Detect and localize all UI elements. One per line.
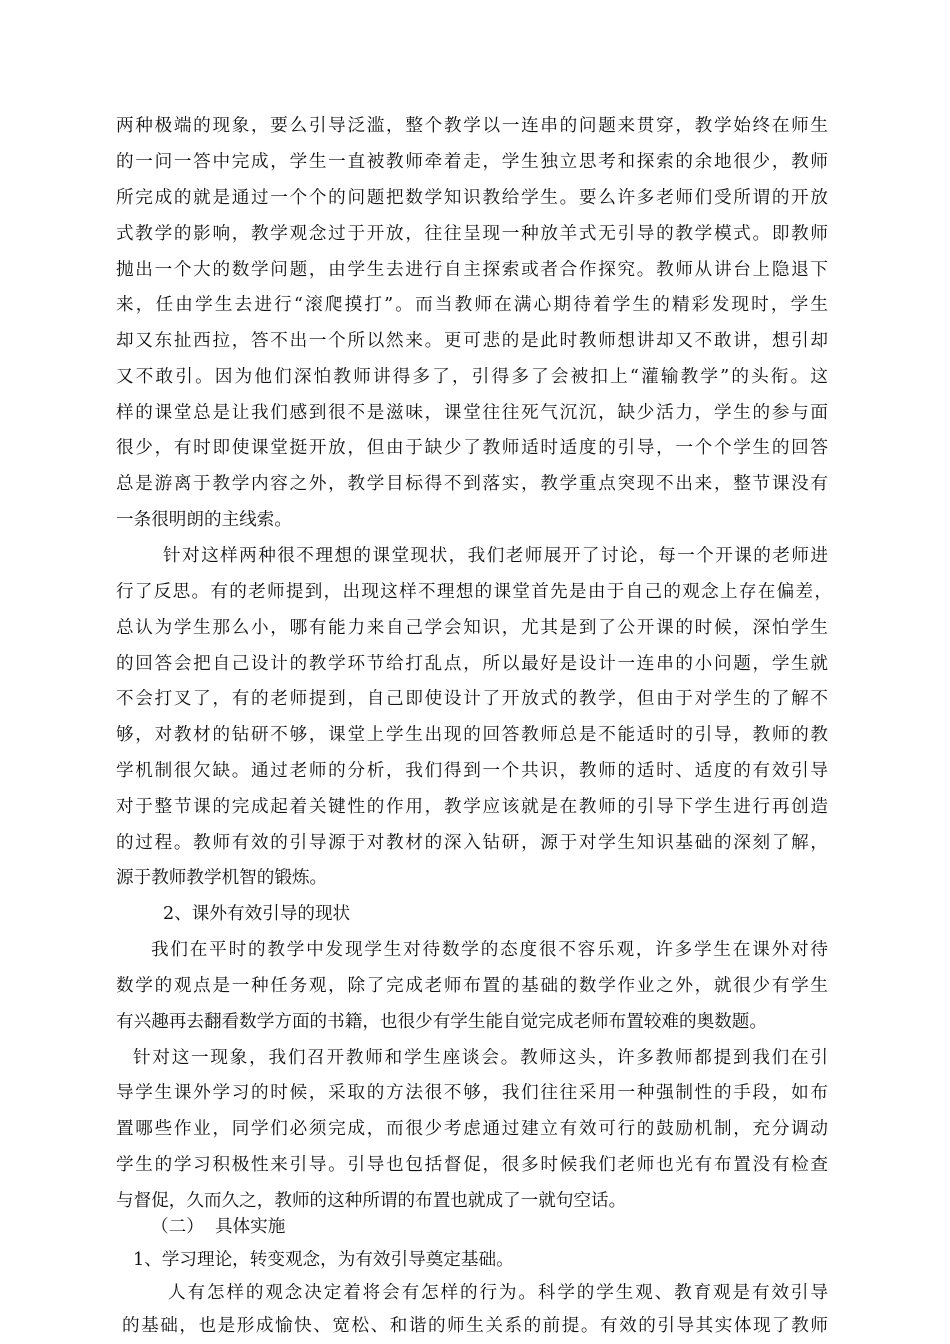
text-line: 行了反思。有的老师提到，出现这样不理想的课堂首先是由于自己的观念上存在偏差， (116, 582, 832, 602)
text-line: 所完成的就是通过一个个的问题把数学知识教给学生。要么许多老师们受所谓的开放 (116, 188, 828, 208)
text-line: 式教学的影响，教学观念过于开放，往往呈现一种放羊式无引导的教学模式。即教师 (116, 224, 828, 244)
text-line: 来，任由学生去进行“滚爬摸打”。而当教师在满心期待着学生的精彩发现时，学生 (116, 295, 828, 315)
section-heading: （二） 具体实施 (151, 1217, 286, 1237)
text-line: 很少，有时即使课堂挺开放，但由于缺少了教师适时适度的引导，一个个学生的回答 (116, 438, 828, 458)
text-line: 针对这样两种很不理想的课堂现状，我们老师展开了讨论，每一个开课的老师进 (163, 546, 828, 566)
text-line: 对于整节课的完成起着关键性的作用，教学应该就是在教师的引导下学生进行再创造 (116, 797, 828, 817)
subsection-heading: 1、学习理论，转变观念，为有效引导奠定基础。 (133, 1250, 514, 1270)
text-line: 与督促，久而久之，教师的这种所谓的布置也就成了一就句空话。 (116, 1191, 627, 1211)
text-line: 总认为学生那么小，哪有能力来自己学会知识，尤其是到了公开课的时候，深怕学生 (116, 618, 828, 638)
text-line: 置哪些作业，同学们必须完成，而很少考虑通过建立有效可行的鼓励机制，充分调动 (116, 1119, 828, 1139)
text-line: 学生的学习积极性来引导。引导也包括督促，很多时候我们老师也光有布置没有检查 (116, 1155, 828, 1175)
text-line: 总是游离于教学内容之外，教学目标得不到落实，教学重点突现不出来，整节课没有 (116, 474, 828, 494)
text-line: 数学的观点是一种任务观，除了完成老师布置的基础的数学作业之外，就很少有学生 (116, 976, 828, 996)
text-line: 又不敢引。因为他们深怕教师讲得多了，引得多了会被扣上“灌输教学”的头衔。这 (116, 367, 828, 387)
text-line: 不会打叉了，有的老师提到，自己即使设计了开放式的教学，但由于对学生的了解不 (116, 689, 828, 709)
text-line: 抛出一个大的数学问题，由学生去进行自主探索或者合作探究。教师从讲台上隐退下 (116, 260, 828, 280)
text-line: 学机制很欠缺。通过老师的分析，我们得到一个共识，教师的适时、适度的有效引导 (116, 761, 828, 781)
text-line: 导学生课外学习的时候，采取的方法很不够，我们往往采用一种强制性的手段，如布 (116, 1083, 828, 1103)
text-line: 却又东扯西拉，答不出一个所以然来。更可悲的是此时教师想讲却又不敢讲，想引却 (116, 331, 828, 351)
text-line: 够，对教材的钻研不够，课堂上学生出现的回答教师总是不能适时的引导，教师的教 (116, 725, 828, 745)
text-line: 两种极端的现象，要么引导泛滥，整个教学以一连串的问题来贯穿，教学始终在师生 (116, 116, 828, 136)
text-line: 的过程。教师有效的引导源于对教材的深入钻研，源于对学生知识基础的深刻了解， (116, 833, 828, 853)
text-line: 的基础，也是形成愉快、宽松、和谐的师生关系的前提。有效的引导其实体现了教师 (122, 1316, 828, 1336)
text-line: 有兴趣再去翻看数学方面的书籍，也很少有学生能自觉完成老师布置较难的奥数题。 (116, 1012, 767, 1032)
text-line: 我们在平时的教学中发现学生对待数学的态度很不容乐观，许多学生在课外对待 (151, 940, 828, 960)
text-line: 一条很明朗的主线索。 (116, 510, 292, 530)
text-line: 源于教师教学机智的锻炼。 (116, 868, 328, 888)
text-line: 人有怎样的观念决定着将会有怎样的行为。科学的学生观、教育观是有效引导 (168, 1283, 828, 1303)
text-line: 样的课堂总是让我们感到很不是滋味，课堂往往死气沉沉，缺少活力，学生的参与面 (116, 403, 828, 423)
section-heading: 2、课外有效引导的现状 (163, 904, 351, 924)
text-line: 针对这一现象，我们召开教师和学生座谈会。教师这头，许多教师都提到我们在引 (133, 1048, 828, 1068)
text-line: 的回答会把自己设计的教学环节给打乱点，所以最好是设计一连串的小问题，学生就 (116, 654, 828, 674)
text-line: 的一问一答中完成，学生一直被教师牵着走，学生独立思考和探索的余地很少，教师 (116, 152, 828, 172)
